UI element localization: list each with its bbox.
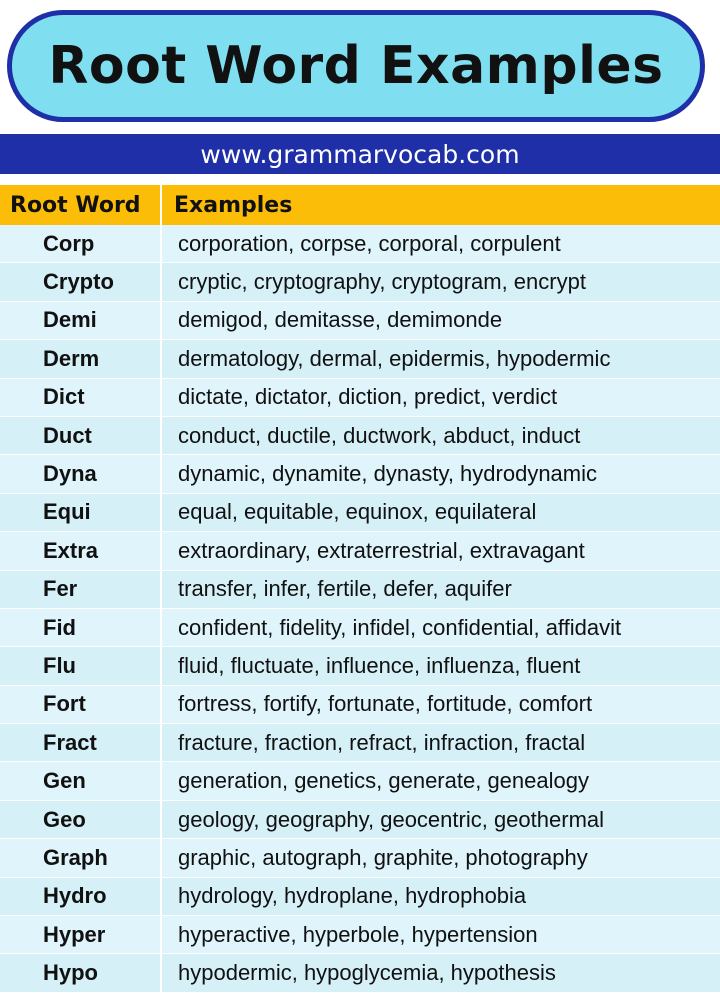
table-row — [0, 340, 720, 378]
root-word-cell: Hydro — [0, 878, 162, 915]
root-word-cell: Hyper — [0, 916, 162, 953]
table-row — [0, 724, 720, 762]
table-row — [0, 801, 720, 839]
root-word-cell: Fid — [0, 609, 162, 646]
examples-cell: hyperactive, hyperbole, hypertension — [178, 921, 538, 947]
root-word-cell: Graph — [0, 839, 162, 876]
root-word-cell: Dyna — [0, 455, 162, 492]
root-word-cell: Derm — [0, 340, 162, 377]
examples-cell: graphic, autograph, graphite, photography — [178, 844, 588, 870]
website-url: www.grammarvocab.com — [200, 139, 520, 169]
root-word-cell: Equi — [0, 494, 162, 531]
table-row — [0, 916, 720, 954]
examples-cell: hydrology, hydroplane, hydrophobia — [178, 883, 527, 909]
root-word-cell: Demi — [0, 302, 162, 339]
table-row — [0, 762, 720, 800]
examples-cell: geology, geography, geocentric, geothermal — [178, 806, 605, 832]
root-word-cell: Fract — [0, 724, 162, 761]
root-word-cell: Dict — [0, 379, 162, 416]
table-row — [0, 647, 720, 685]
root-word-table — [0, 185, 720, 993]
examples-cell: transfer, infer, fertile, defer, aquifer — [178, 576, 512, 602]
examples-cell: demigod, demitasse, demimonde — [178, 307, 503, 333]
table-row — [0, 494, 720, 532]
table-row — [0, 686, 720, 724]
root-word-cell: Crypto — [0, 263, 162, 300]
table-row — [0, 455, 720, 493]
root-word-cell: Fer — [0, 571, 162, 608]
examples-cell: confident, fidelity, infidel, confidential, affidavit — [178, 614, 622, 640]
examples-cell: generation, genetics, generate, genealogy — [178, 768, 589, 794]
table-row — [0, 225, 720, 263]
examples-cell: cryptic, cryptography, cryptogram, encrypt — [178, 269, 586, 295]
examples-cell: fracture, fraction, refract, infraction, fractal — [178, 729, 586, 755]
table-row — [0, 839, 720, 877]
page-title: Root Word Examples — [48, 36, 664, 96]
examples-cell: fluid, fluctuate, influence, influenza, fluent — [178, 652, 581, 678]
root-word-cell: Gen — [0, 762, 162, 799]
table-row — [0, 878, 720, 916]
root-word-cell: Hypo — [0, 954, 162, 991]
root-word-cell: Duct — [0, 417, 162, 454]
table-row — [0, 263, 720, 301]
table-row — [0, 954, 720, 992]
examples-cell: fortress, fortify, fortunate, fortitude, comfort — [178, 691, 593, 717]
examples-cell: equal, equitable, equinox, equilateral — [178, 499, 537, 525]
root-word-cell: Geo — [0, 801, 162, 838]
table-row — [0, 379, 720, 417]
root-word-cell: Corp — [0, 225, 162, 262]
examples-cell: conduct, ductile, ductwork, abduct, induct — [178, 422, 581, 448]
examples-cell: extraordinary, extraterrestrial, extravagant — [178, 537, 585, 563]
header-examples: Examples — [174, 192, 293, 218]
header-root-word: Root Word — [0, 185, 162, 225]
table-row — [0, 302, 720, 340]
table-row — [0, 417, 720, 455]
examples-cell: dynamic, dynamite, dynasty, hydrodynamic — [178, 461, 597, 487]
title-banner — [7, 10, 705, 122]
table-row — [0, 609, 720, 647]
root-word-cell: Flu — [0, 647, 162, 684]
website-bar — [0, 134, 720, 174]
examples-cell: hypodermic, hypoglycemia, hypothesis — [178, 960, 556, 986]
table-body — [0, 225, 720, 993]
examples-cell: dermatology, dermal, epidermis, hypodermic — [178, 345, 611, 371]
table-row — [0, 571, 720, 609]
table-row — [0, 532, 720, 570]
root-word-cell: Extra — [0, 532, 162, 569]
root-word-cell: Fort — [0, 686, 162, 723]
examples-cell: dictate, dictator, diction, predict, verdict — [178, 384, 558, 410]
table-header — [0, 185, 720, 225]
examples-cell: corporation, corpse, corporal, corpulent — [178, 230, 561, 256]
